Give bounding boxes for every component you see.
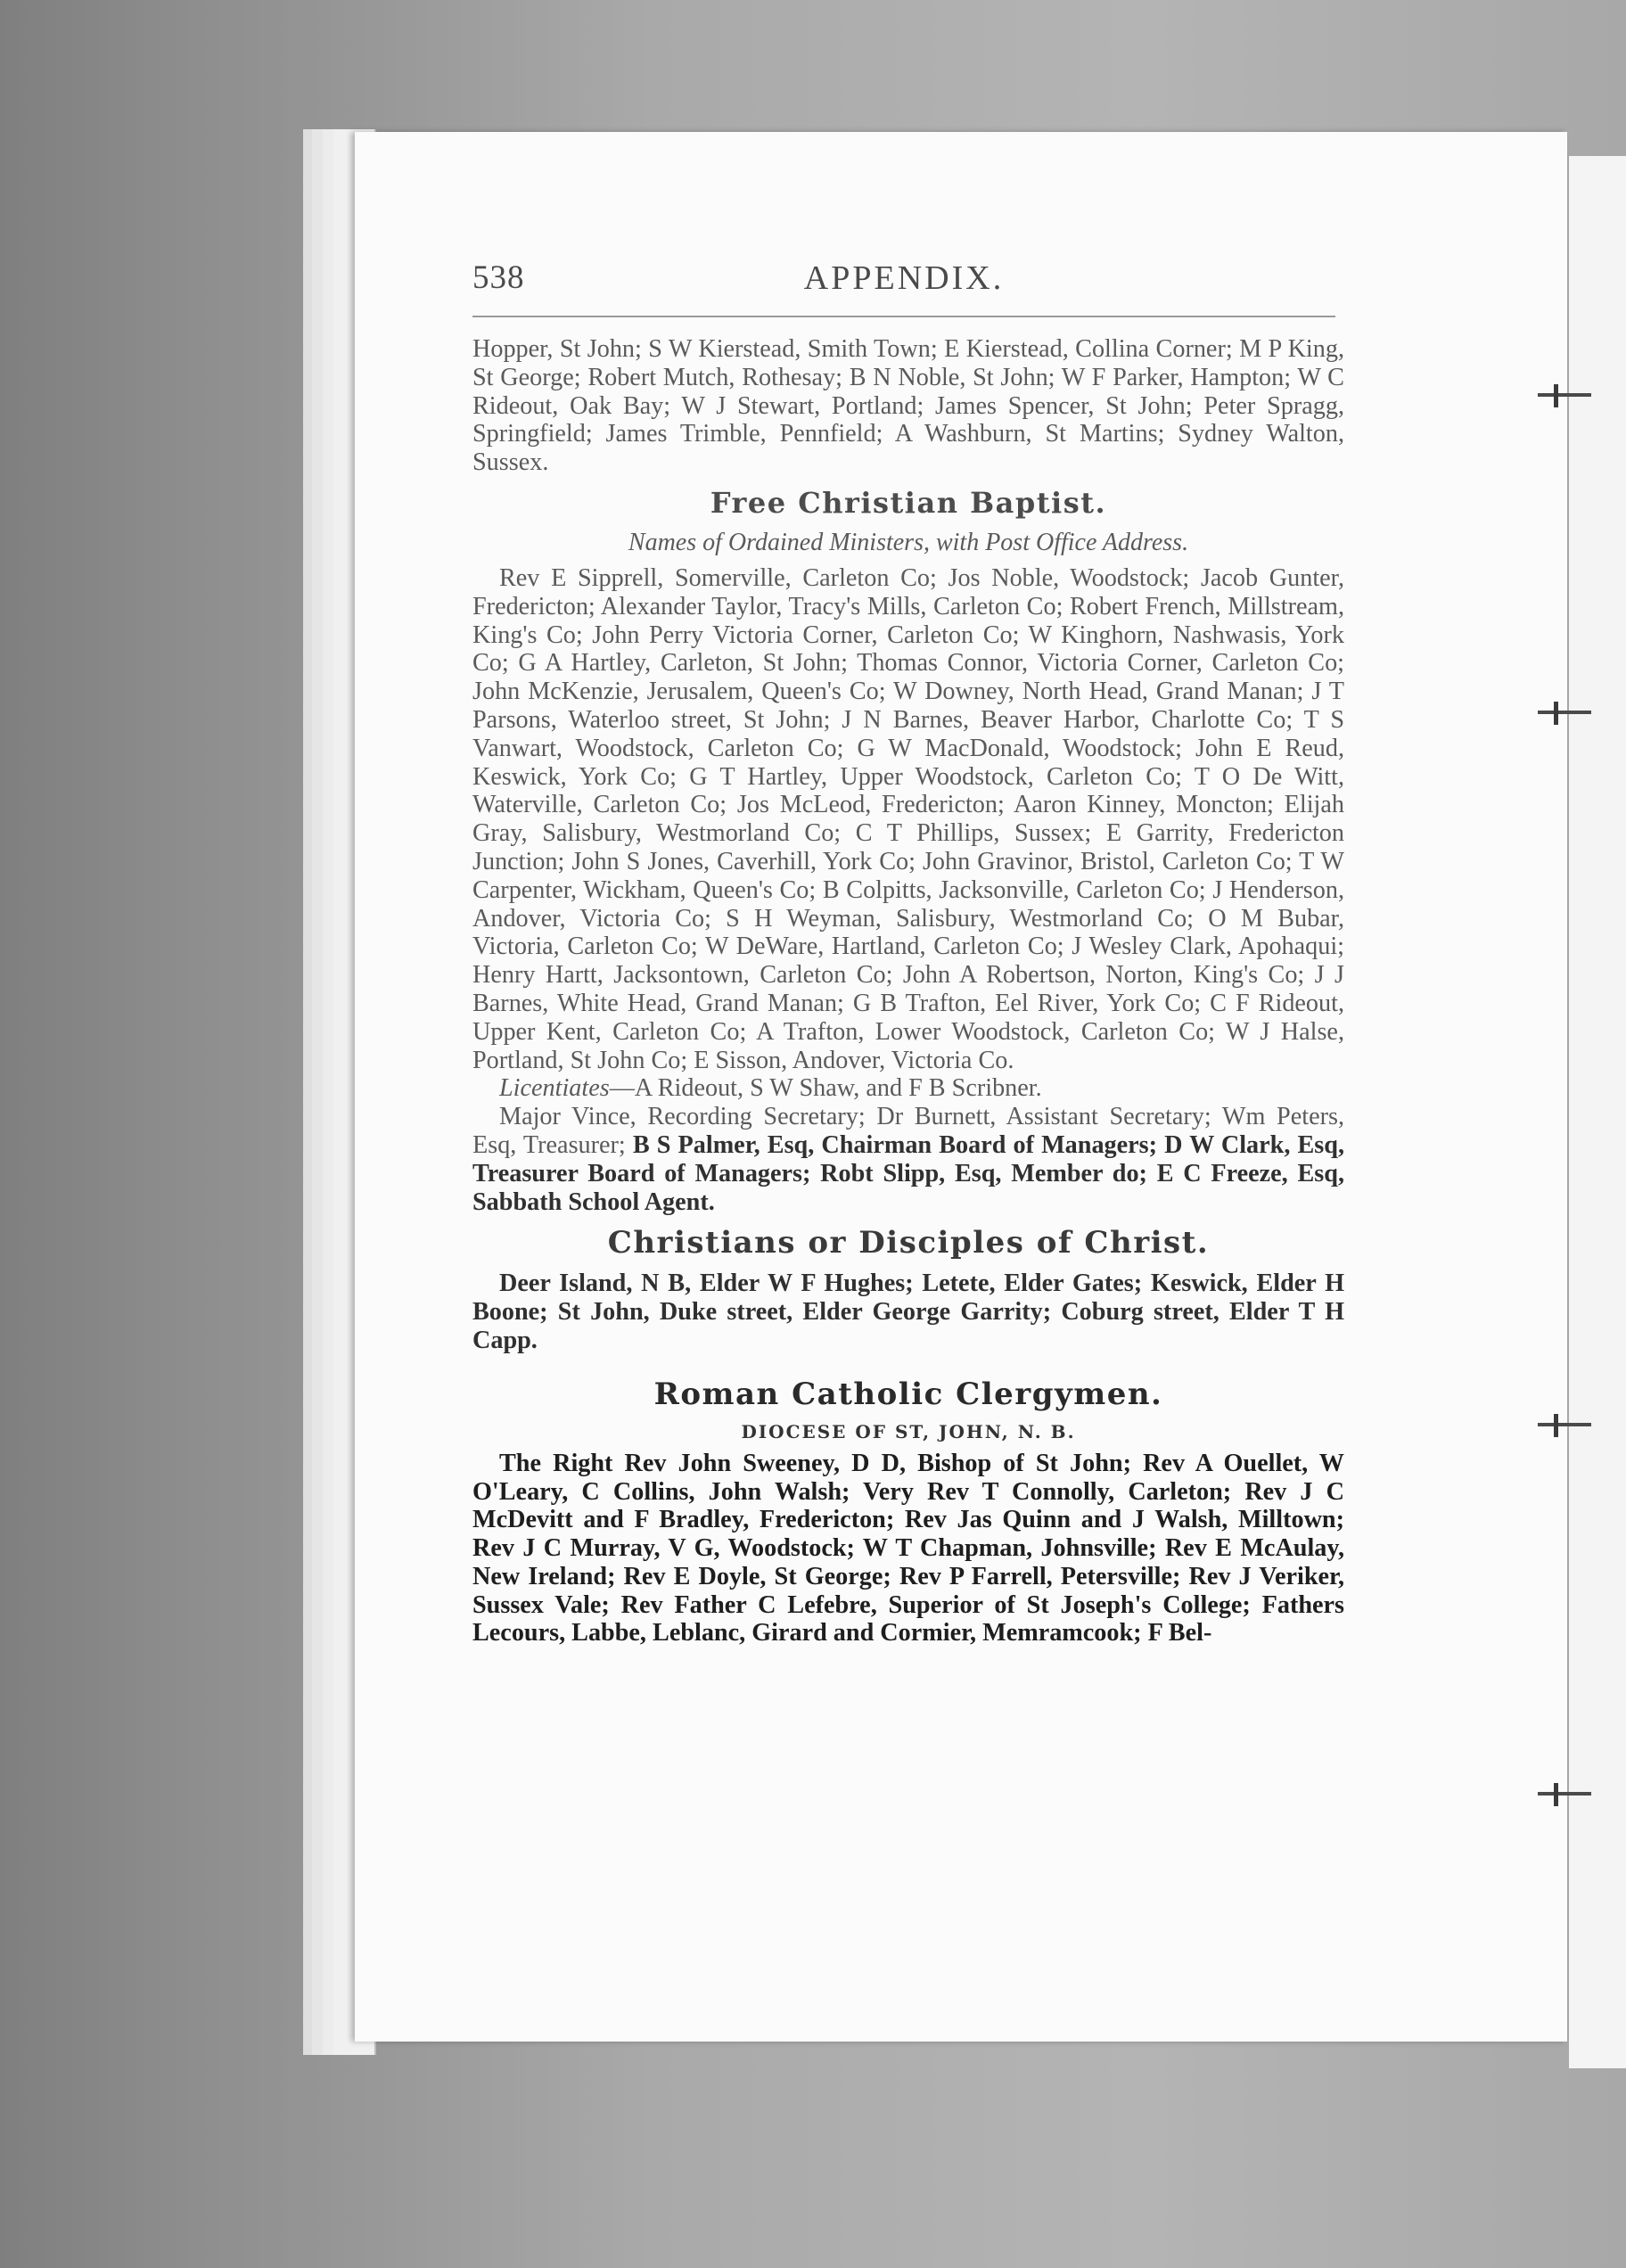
page-header xyxy=(472,259,1335,312)
binding-thread-mark xyxy=(1538,390,1591,402)
continuation-paragraph: Hopper, St John; S W Kierstead, Smith Town; E Kierstead, Collina Corner; M P King, St George; Robert Mutch, Rothesay; B N Noble, St John; W F Parker, Hampton; W C Rideout, Oak Bay; W J Stewart, Portland; James Spencer, St John; Peter Spragg, Springfield; James Trimble, Pennfield; A Washburn, St Martins; Sydney Walton, Sussex. xyxy=(472,335,1344,477)
header-rule xyxy=(472,316,1335,317)
facing-page-edge xyxy=(1567,156,1626,2068)
disciples-paragraph: Deer Island, N B, Elder W F Hughes; Letete, Elder Gates; Keswick, Elder H Boone; St John, Duke street, Elder George Garrity; Coburg street, Elder T H Capp. xyxy=(472,1270,1344,1354)
section-title-roman-catholic: Roman Catholic Clergymen. xyxy=(653,1376,1163,1412)
binding-thread-mark xyxy=(1538,707,1591,719)
diocese-heading: DIOCESE OF ST, JOHN, N. B. xyxy=(741,1420,1076,1442)
section-subtitle: Names of Ordained Ministers, with Post Office Address. xyxy=(628,528,1189,556)
officers-paragraph xyxy=(472,1103,1344,1216)
officers-text-a: Major Vince, Recording Secretary; Dr Burnett, Assistant Secretary; Wm Peters, Esq, Treasurer; xyxy=(472,1103,1344,1159)
licentiates-text: —A Rideout, S W Shaw, and F B Scribner. xyxy=(609,1074,1042,1103)
roman-catholic-paragraph: The Right Rev John Sweeney, D D, Bishop of St John; Rev A Ouellet, W O'Leary, C Collins, John Walsh; Very Rev T Connolly, Carleton; Rev J C McDevitt and F Bradley, Fredericton; Rev Jas Quinn and J Walsh, Milltown; Rev J C Murray, V G, Woodstock; W T Chapman, Johnsville; Rev E McAulay, New Ireland; Rev E Doyle, St George; Rev P Farrell, Petersville; Rev J Veriker, Sussex Vale; Rev Father C Lefebre, Superior of St Joseph's College; Fathers Lecours, Labbe, Leblanc, Girard and Cormier, Memramcook; F Bel- xyxy=(472,1449,1344,1648)
binding-thread-mark xyxy=(1538,1419,1591,1432)
running-head: APPENDIX. xyxy=(803,259,1005,297)
ministers-paragraph: Rev E Sipprell, Somerville, Carleton Co; Jos Noble, Woodstock; Jacob Gunter, Fredericton; Alexander Taylor, Tracy's Mills, Carleton Co; Robert French, Millstream, King's Co; John Perry Victoria Corner, Carleton Co; W Kinghorn, Nashwasis, York Co; G A Hartley, Carleton, St John; Thomas Connor, Victoria Corner, Carleton Co; John McKenzie, Jerusalem, Queen's Co; W Downey, North Head, Grand Manan; J T Parsons, Waterloo street, St John; J N Barnes, Beaver Harbor, Charlotte Co; T S Vanwart, Woodstock, Carleton Co; G W MacDonald, Woodstock; John E Reud, Keswick, York Co; G T Hartley, Upper Woodstock, Carleton Co; T O De Witt, Waterville, Carleton Co; Jos McLeod, Fredericton; Aaron Kinney, Moncton; Elijah Gray, Salisbury, Westmorland Co; C T Phillips, Sussex; E Garrity, Fredericton Junction; John S Jones, Caverhill, York Co; John Gravinor, Bristol, Carleton Co; T W Carpenter, Wickham, Queen's Co; B Colpitts, Jacksonville, Carleton Co; J Henderson, Andover, Victoria Co; S H Weyman, Salisbury, Westmorland Co; O M Bubar, Victoria, Carleton Co; W DeWare, Hartland, Carleton Co; J Wesley Clark, Apohaqui; Henry Hartt, Jacksontown, Carleton Co; John A Robertson, Norton, King's Co; J J Barnes, White Head, Grand Manan; G B Trafton, Eel River, York Co; C F Rideout, Upper Kent, Carleton Co; A Trafton, Lower Woodstock, Carleton Co; W J Halse, Portland, St John Co; E Sisson, Andover, Victoria Co. xyxy=(472,563,1344,1074)
section-title-free-christian-baptist: Free Christian Baptist. xyxy=(710,485,1107,520)
officers-text-b: B S Palmer, Esq, Chairman Board of Managers; D W Clark, Esq, Treasurer Board of Managers; Robt Slipp, Esq, Member do; E C Freeze, Esq, Sabbath School Agent. xyxy=(472,1130,1344,1216)
section-title-disciples: Christians or Disciples of Christ. xyxy=(607,1225,1210,1261)
licentiates-paragraph xyxy=(472,1074,1344,1103)
binding-thread-mark xyxy=(1538,1788,1591,1801)
licentiates-label: Licentiates xyxy=(499,1074,610,1103)
page-number: 538 xyxy=(472,259,525,296)
page-body xyxy=(472,335,1344,1648)
